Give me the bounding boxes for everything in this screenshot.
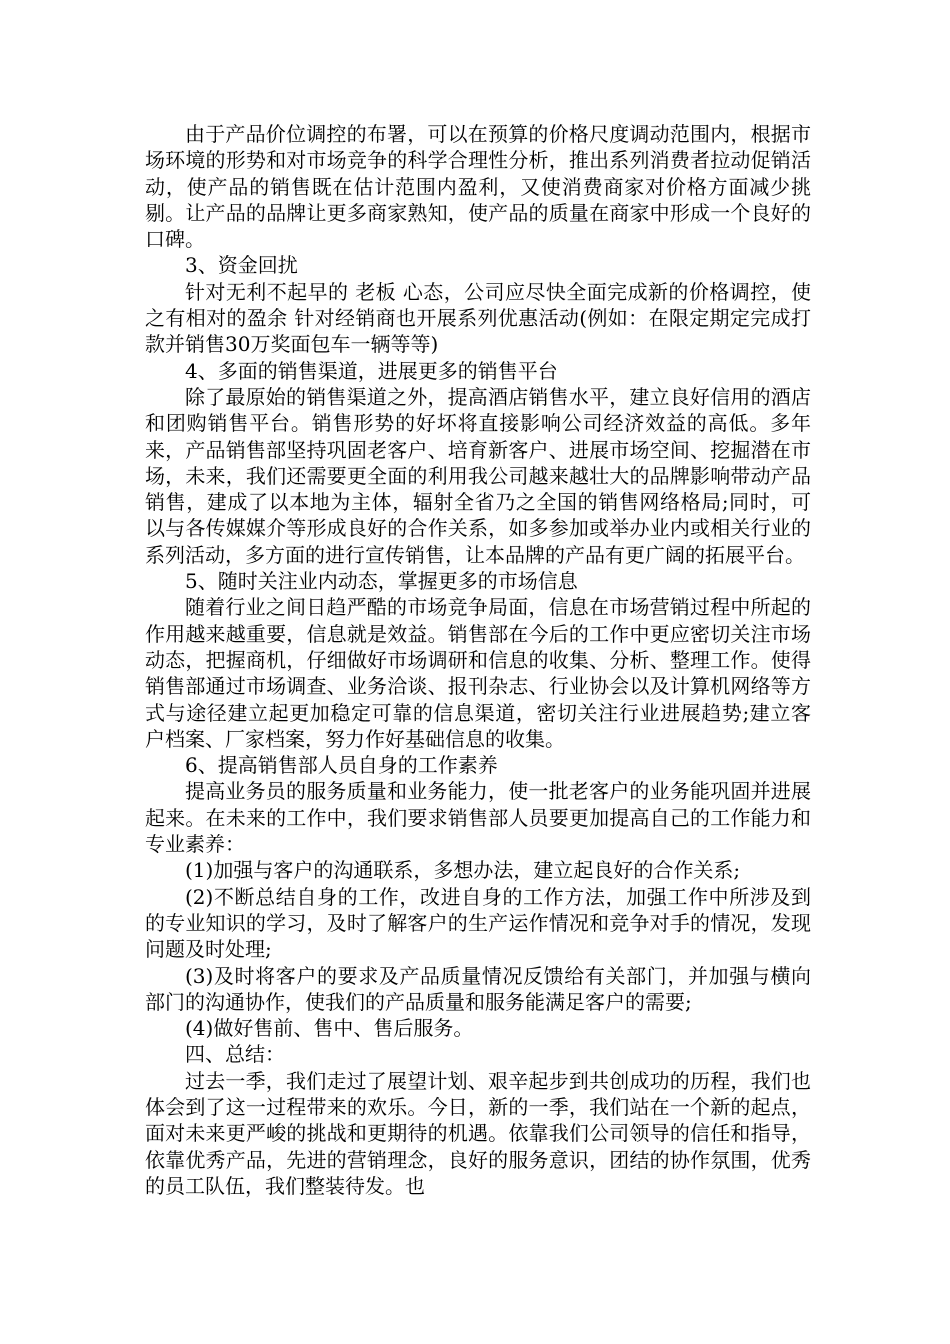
heading-summary: 四、总结：	[185, 1042, 285, 1067]
paragraph-sales-channels: 除了最原始的销售渠道之外，提高酒店销售水平，建立良好信用的酒店和团购销售平台。销售形势的好坏将直接影响公司经济效益的高低。多年来，产品销售部坚持巩固老客户、培育新客户、进展市场空间、挖掘潜在市场，未来，我们还需要更全面的利用我公司越来越壮大的品牌影响带动产品销售，建成了以本地为主体，辐射全省乃之全国的销售网络格局;同时，可以与各传媒媒介等形成良好的合作关系，如多参加或举办业内或相关行业的系列活动，多方面的进行宣传销售，让本品牌的产品有更广阔的拓展平台。	[145, 384, 811, 567]
heading-capital-recovery: 3、资金回扰	[185, 253, 298, 278]
list-item-4: (4)做好售前、售中、售后服务。	[185, 1016, 474, 1041]
paragraph-capital-recovery: 针对无利不起早的 老板 心态，公司应尽快全面完成新的价格调控，使之有相对的盈余 针对经销商也开展系列优惠活动(例如：在限定期定完成打款并销售30万奖面包车一辆等等)	[145, 279, 811, 357]
heading-sales-channels: 4、多面的销售渠道，进展更多的销售平台	[185, 358, 558, 383]
heading-market-information: 5、随时关注业内动态，掌握更多的市场信息	[185, 569, 578, 594]
paragraph-pricing-strategy: 由于产品价位调控的布署，可以在预算的价格尺度调动范围内，根据市场环境的形势和对市场竞争的科学合理性分析，推出系列消费者拉动促销活动，使产品的销售既在估计范围内盈利，又使消费商家对价格方面减少挑剔。让产品的品牌让更多商家熟知，使产品的质量在商家中形成一个良好的口碑。	[145, 122, 811, 252]
list-item-3: (3)及时将客户的要求及产品质量情况反馈给有关部门，并加强与横向部门的沟通协作，使我们的产品质量和服务能满足客户的需要;	[145, 963, 811, 1014]
list-item-1: (1)加强与客户的沟通联系，多想办法，建立起良好的合作关系;	[185, 858, 741, 883]
list-item-2: (2)不断总结自身的工作，改进自身的工作方法，加强工作中所涉及到的专业知识的学习，及时了解客户的生产运作情况和竞争对手的情况，发现问题及时处理;	[145, 884, 811, 962]
heading-staff-quality: 6、提高销售部人员自身的工作素养	[185, 753, 498, 778]
paragraph-summary: 过去一季，我们走过了展望计划、艰辛起步到共创成功的历程，我们也体会到了这一过程带来的欢乐。今日，新的一季，我们站在一个新的起点，面对未来更严峻的挑战和更期待的机遇。依靠我们公司领导的信任和指导，依靠优秀产品，先进的营销理念，良好的服务意识，团结的协作氛围，优秀的员工队伍，我们整装待发。也	[145, 1068, 811, 1198]
paragraph-staff-quality: 提高业务员的服务质量和业务能力，使一批老客户的业务能巩固并进展起来。在未来的工作中，我们要求销售部人员要更加提高自己的工作能力和专业素养：	[145, 779, 811, 857]
document-body	[145, 121, 811, 1199]
paragraph-market-information: 随着行业之间日趋严酷的市场竞争局面，信息在市场营销过程中所起的作用越来越重要，信息就是效益。销售部在今后的工作中更应密切关注市场动态，把握商机，仔细做好市场调研和信息的收集、分析、整理工作。使得销售部通过市场调查、业务洽谈、报刊杂志、行业协会以及计算机网络等方式与途径建立起更加稳定可靠的信息渠道，密切关注行业进展趋势;建立客户档案、厂家档案，努力作好基础信息的收集。	[145, 595, 811, 751]
